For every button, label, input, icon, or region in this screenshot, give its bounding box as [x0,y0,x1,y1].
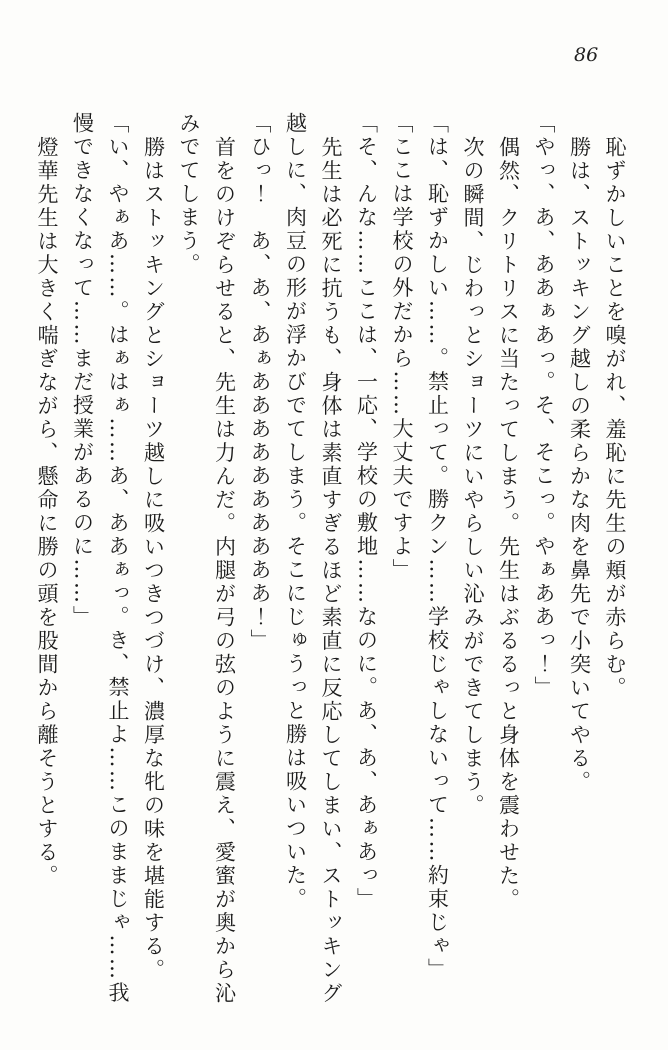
paragraph: 次の瞬間、じわっとショーツにいやらしい沁みができてしまう。 [461,135,485,817]
paragraph: 首をのけぞらせると、先生は力んだ。内腿が弓の弦のように震え、愛蜜が奥から沁みでてしまう。 [177,112,237,1005]
paragraph: 燈華先生は大きく喘ぎながら、懸命に勝の頭を股間から離そうとする。 [35,135,59,888]
paragraph: 「やっ、あ、ああぁあっ。そ、そこっ。やぁああっ！」 [532,112,556,700]
paragraph: 先生は必死に抗うも、身体は素直すぎるほど素直に反応してしまい、ストッキング越しに、肉豆の形が浮かびでてしまう。そこにじゅうっと勝は吸いついた。 [283,112,343,1005]
page-number: 86 [574,44,599,66]
paragraph: 「ひっ！ あ、あ、あぁああああああああああ！」 [248,112,272,653]
paragraph: 恥ずかしいことを嗅がれ、羞恥に先生の頬が赤らむ。 [603,135,627,700]
paragraph: 「そ、んな……ここは、一応、学校の敷地……なのに。あ、あ、あぁあっ」 [354,112,379,911]
paragraph: 「ここは学校の外だから……大丈夫ですよ」 [390,112,414,582]
paragraph: 「い、やぁあ……。はぁはぁ……あ、ああぁっ。き、禁止よ……このままじゃ……我慢できなくなって……まだ授業があるのに……」 [70,112,130,1005]
text-body [28,112,632,1008]
paragraph: 勝はストッキングとショーツ越しに吸いつきつづけ、濃厚な牝の味を堪能する。 [141,135,166,982]
paragraph: 勝は、ストッキング越しの柔らかな肉を鼻先で小突いてやる。 [567,135,592,794]
paragraph: 「は、恥ずかしい……。禁止って。勝クン……学校じゃしないって……約束じゃ」 [425,112,450,982]
paragraph: 偶然、クリトリスに当たってしまう。先生はぶるるっと身体を震わせた。 [496,135,521,911]
